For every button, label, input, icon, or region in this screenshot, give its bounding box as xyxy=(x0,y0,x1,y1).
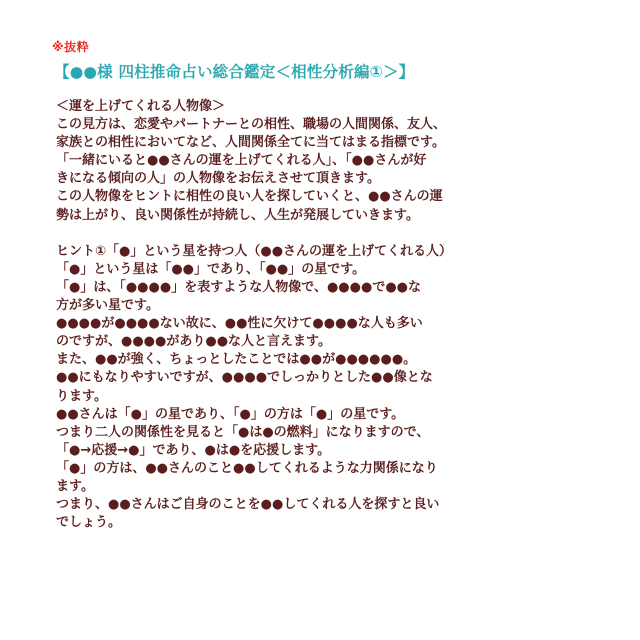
text-line: 家族との相性においてなど、人間関係全てに当てはまる指標です。 xyxy=(56,135,445,151)
text-line: ●●さんは「●」の星であり、「●」の方は「●」の星です。 xyxy=(56,406,405,422)
text-line: 「一緒にいると●●さんの運を上げてくれる人」、「●●さんが好 xyxy=(56,153,427,169)
hint-heading: ヒント①「●」という星を持つ人（●●さんの運を上げてくれる人） xyxy=(56,243,453,259)
text-line: この見方は、恋愛やパートナーとの相性、職場の人間関係、友人、 xyxy=(56,117,447,133)
text-line: きになる傾向の人」の人物像をお伝えさせて頂きます。 xyxy=(56,171,380,187)
text-line: つまり、●●さんはご自身のことを●●してくれる人を探すと良い xyxy=(56,497,440,513)
text-line: ます。 xyxy=(56,478,94,494)
text-line: また、●●が強く、ちょっとしたことでは●●が●●●●●●。 xyxy=(56,352,417,368)
text-line: 方が多い星です。 xyxy=(56,298,159,314)
text-line: つまり二人の関係性を見ると「●は●の燃料」になりますので、 xyxy=(56,424,430,440)
text-line: 「●」の方は、●●さんのこと●●してくれるような力関係になり xyxy=(56,460,438,476)
text-line: のですが、●●●●があり●●な人と言えます。 xyxy=(56,334,332,350)
text-line: ●●●●が●●●●ない故に、●●性に欠けて●●●●な人も多い xyxy=(56,316,423,332)
text-line: 「●」は、「●●●●」を表すような人物像で、●●●●で●●な xyxy=(56,279,422,295)
text-line: でしょう。 xyxy=(56,515,122,531)
text-line: 勢は上がり、良い関係性が持続し、人生が発展していきます。 xyxy=(56,207,419,223)
body-text xyxy=(56,98,604,532)
text-line: この人物像をヒントに相性の良い人を探していくと、●●さんの運 xyxy=(56,189,443,205)
text-line: 「●→応援→●」であり、●は●を応援します。 xyxy=(56,442,331,458)
text-line: ●●にもなりやすいですが、●●●●でしっかりとした●●像とな xyxy=(56,370,433,386)
paragraph-gap xyxy=(56,225,604,243)
text-line: ります。 xyxy=(56,388,107,404)
page-title: 【●●様 四柱推命占い総合鑑定＜相性分析編①＞】 xyxy=(54,63,415,81)
text-line: 「●」という星は「●●」であり、「●●」の星です。 xyxy=(56,261,366,277)
section-heading: ＜運を上げてくれる人物像＞ xyxy=(56,99,226,114)
excerpt-label: ※抜粋 xyxy=(52,40,90,54)
